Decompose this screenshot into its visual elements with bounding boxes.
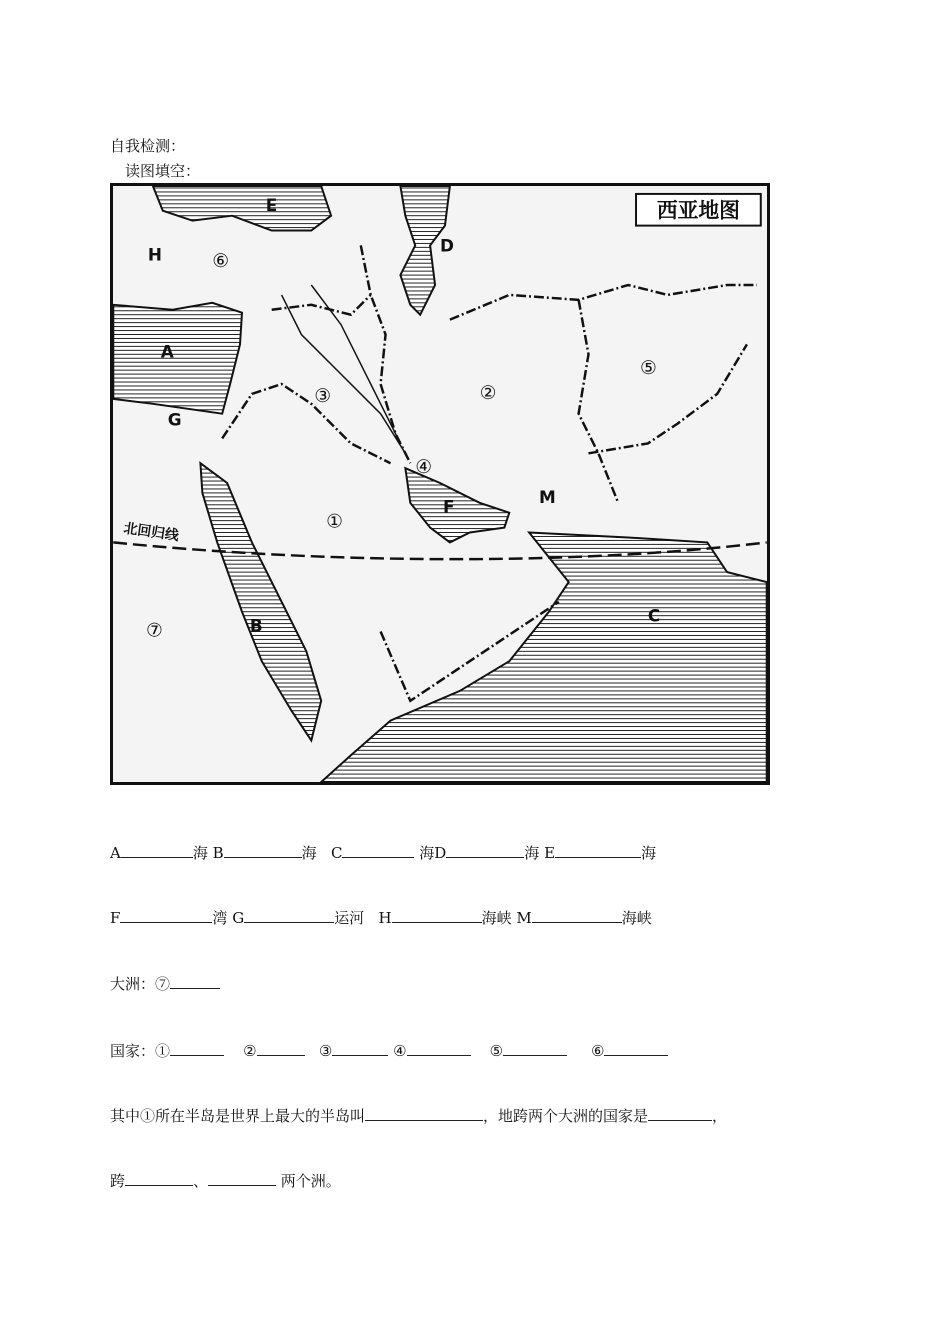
tropic-label: 北回归线 xyxy=(122,520,180,545)
label-c: C xyxy=(647,605,661,626)
blank-peninsula[interactable] xyxy=(365,1106,483,1121)
blank-country-4[interactable] xyxy=(407,1041,471,1056)
label-e: E xyxy=(265,194,278,215)
blank-g[interactable] xyxy=(244,908,334,923)
label-g: G xyxy=(167,409,182,430)
question-row-spans: 跨 、 两个洲。 xyxy=(110,1172,341,1190)
blank-e[interactable] xyxy=(555,843,641,858)
question-row-straits: F 湾 G 运河 H 海峡 M 海峡 xyxy=(110,909,652,927)
blank-d[interactable] xyxy=(446,843,524,858)
label-circle-4: ④ xyxy=(415,457,433,479)
blank-b[interactable] xyxy=(224,843,302,858)
label-f: F xyxy=(442,496,455,517)
label-b: B xyxy=(249,615,263,636)
blank-continent-1[interactable] xyxy=(125,1171,193,1186)
blank-country-5[interactable] xyxy=(503,1041,567,1056)
west-asia-map xyxy=(110,183,770,785)
blank-country-2[interactable] xyxy=(257,1041,305,1056)
question-row-countries: 国家：① ② ③ ④ ⑤ ⑥ xyxy=(110,1040,668,1061)
question-row-seas: A 海 B 海 C 海D 海 E 海 xyxy=(110,844,657,862)
instruction: 读图填空： xyxy=(125,162,201,180)
blank-h[interactable] xyxy=(392,908,482,923)
label-h: H xyxy=(147,244,163,265)
question-row-peninsula: 其中①所在半岛是世界上最大的半岛叫 ，地跨两个大洲的国家是 ， xyxy=(110,1107,728,1125)
label-circle-1: ① xyxy=(326,511,344,533)
blank-continent-2[interactable] xyxy=(208,1171,276,1186)
blank-f[interactable] xyxy=(120,908,212,923)
mediterranean-sea xyxy=(113,303,242,414)
label-circle-6: ⑥ xyxy=(212,251,230,273)
label-a: A xyxy=(160,341,174,362)
blank-country-1[interactable] xyxy=(170,1041,224,1056)
question-row-continent: 大洲：⑦ xyxy=(110,973,220,994)
blank-continent[interactable] xyxy=(170,974,220,989)
blank-transcontinental[interactable] xyxy=(648,1106,712,1121)
heading: 自我检测： xyxy=(110,137,186,155)
label-circle-2: ② xyxy=(479,382,497,404)
blank-m[interactable] xyxy=(532,908,622,923)
label-circle-3: ③ xyxy=(314,385,332,407)
blank-c[interactable] xyxy=(342,843,414,858)
map-title: 西亚地图 xyxy=(656,197,740,223)
label-circle-5: ⑤ xyxy=(639,358,657,380)
blank-a[interactable] xyxy=(121,843,193,858)
blank-country-6[interactable] xyxy=(604,1041,668,1056)
label-m: M xyxy=(539,486,556,507)
label-circle-7: ⑦ xyxy=(145,620,163,642)
label-d: D xyxy=(440,235,454,256)
blank-country-3[interactable] xyxy=(332,1041,388,1056)
